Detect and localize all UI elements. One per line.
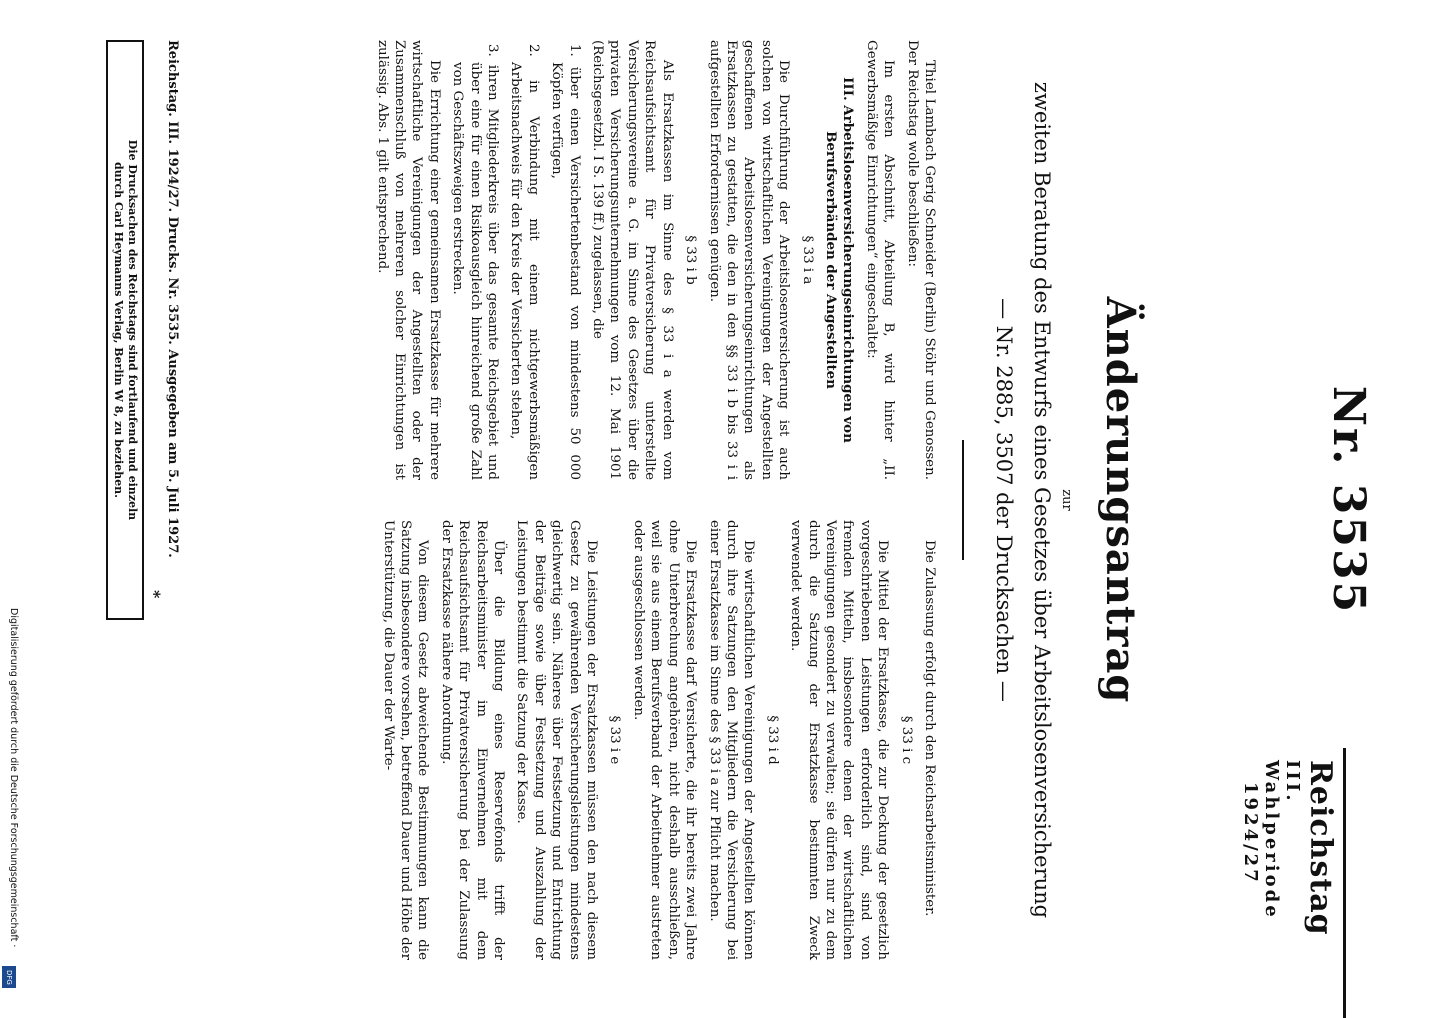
section-number: § 33 i e: [607, 715, 623, 765]
document-title: Änderungsantrag: [1097, 296, 1144, 704]
asterisk-mark: *: [145, 590, 164, 599]
document-number: Nr. 3535: [1323, 385, 1374, 615]
section-number: § 33 i d: [764, 715, 780, 765]
publication-footer: Reichstag. III. 1924/27. Drucks. Nr. 3535. Ausgegeben am 5. Juli 1927.: [165, 40, 180, 558]
period-years: 1924/27: [1240, 782, 1261, 885]
paragraph: Über die Bildung eines Reservefonds trifft der Reichsarbeitsminister im Einvernehmen mit dem Reichsaufsichtsamt für Privatversicherung bei der Zulassung der Ersatzkasse nähere Anordnung.: [438, 520, 507, 960]
stamp-line: Die Drucksachen des Reichstags sind fortlaufend und einzeln: [126, 139, 139, 521]
paragraph: Die Zulassung erfolgt durch den Reichsarbeitsminister.: [922, 540, 937, 917]
list-item: 3. ihren Mitgliederkreis über das gesamte Reichsgebiet und über eine für einen Risikoausgleich hinreichend große Zahl von Geschäftszweigen erstrecken.: [450, 44, 501, 480]
subtitle-line-2: — Nr. 2885, 3507 der Drucksachen —: [992, 298, 1016, 702]
right-column: [373, 520, 938, 960]
paragraph: Die Leistungen der Ersatzkassen müssen den nach diesem Gesetz zu gewährenden Versicherungsleistungen mindestens gleichwertig sein. Näheres über Festsetzung und Entrichtung der Beiträge sowie über Festsetzung und Auszahlung der Leistungen bestimmt die Satzung der Kasse.: [514, 520, 600, 960]
paragraph: Im ersten Abschnitt, Abteilung B, wird hinter „II. Gewerbsmäßige Einrichtungen“ eingeschaltet:: [863, 40, 897, 480]
paragraph: Die Mittel der Ersatzkasse, die zur Deckung der gesetzlich vorgeschriebenen Leistungen erforderlich sind, sind von fremden Mitteln, insbesondere denen der wirtschaftlichen Vereinigungen gesondert zu verwalten; sie dürfen nur zu dem durch die Satzung der Ersatzkasse bestimmten Zweck verwendet werden.: [788, 520, 891, 960]
title-divider: [962, 440, 964, 560]
list-item: 1. über einen Versichertenbestand von mindestens 50 000 Köpfen verfügen,: [549, 44, 582, 480]
publisher-stamp: [106, 40, 144, 620]
paragraph: Als Ersatzkassen im Sinne des § 33 i a werden vom Reichsaufsichtsamt für Privatversicherung unterstellte Versicherungsvereine a. G. im Sinne des Gesetzes über die privaten Versicherungsunternehmungen vom 12. Mai 1901 (Reichsgesetzbl. I S. 139 ff.) zugelassen, die: [590, 40, 675, 480]
paragraph: Die Ersatzkasse darf Versicherte, die ihr bereits zwei Jahre ohne Unterbrechung angehören, nicht deshalb ausschließen, weil sie aus einem Berufsverband der Arbeitnehmer austreten oder ausgeschlossen werden.: [630, 520, 699, 960]
paragraph: Die wirtschaftlichen Vereinigungen der Angestellten können durch ihre Satzungen den Mitgliedern die Versicherung bei einer Ersatzkasse im Sinne des § 33 i a zur Pflicht machen.: [706, 520, 757, 960]
election-period: III. Wahlperiode: [1261, 760, 1303, 920]
institution-name: Reichstag: [1303, 760, 1338, 936]
digitization-note: Digitalisierung gefördert durch die Deutsche Forschungsgemeinschaft ·: [8, 608, 19, 948]
paragraph: Die Errichtung einer gemeinsamen Ersatzkasse für mehrere wirtschaftliche Vereinigungen der Angestellten oder der Zusammenschluß von mehreren solcher Einrichtungen ist zulässig. Abs. 1 gilt entsprechend.: [374, 40, 442, 480]
dfg-logo: DFG: [2, 966, 16, 988]
left-column: [367, 40, 938, 480]
stamp-line: durch Carl Heymanns Verlag, Berlin W 8, zu beziehen.: [112, 161, 125, 499]
section-heading: III. Arbeitslosenversicherungseinrichtungen von Berufsverbänden der Angestellten: [822, 77, 857, 443]
motion-sponsors: Thiel Lambach Gerig Schneider (Berlin) Stöhr und Genossen. Der Reichstag wolle beschließen:: [904, 40, 937, 480]
paragraph: Von diesem Gesetz abweichende Bestimmungen kann die Satzung insbesondere vorsehen, betreffend Dauer und Höhe der Unterstützung, die Dauer der Warte-: [380, 520, 431, 960]
section-number: § 33 i b: [683, 235, 699, 285]
subtitle-line-1: zweiten Beratung des Entwurfs eines Gesetzes über Arbeitslosenversicherung: [1030, 81, 1054, 919]
section-number: § 33 i a: [799, 235, 815, 285]
paragraph: Die Durchführung der Arbeitslosenversicherung ist auch solchen von wirtschaftlichen Vereinigungen der Angestellten geschaffenen Arbeitslosenversicherungseinrichtungen als Ersatzkassen zu gestatten, die den in den §§ 33 i b bis 33 i i aufgestellten Erfordernissen genügen.: [706, 40, 792, 480]
list-item: 2. in Verbindung mit einem nichtgewerbsmäßigen Arbeitsnachweis für den Kreis der Versicherten stehen,: [508, 44, 541, 480]
section-number: § 33 i c: [898, 715, 914, 765]
title-connector: zur: [1059, 489, 1074, 511]
